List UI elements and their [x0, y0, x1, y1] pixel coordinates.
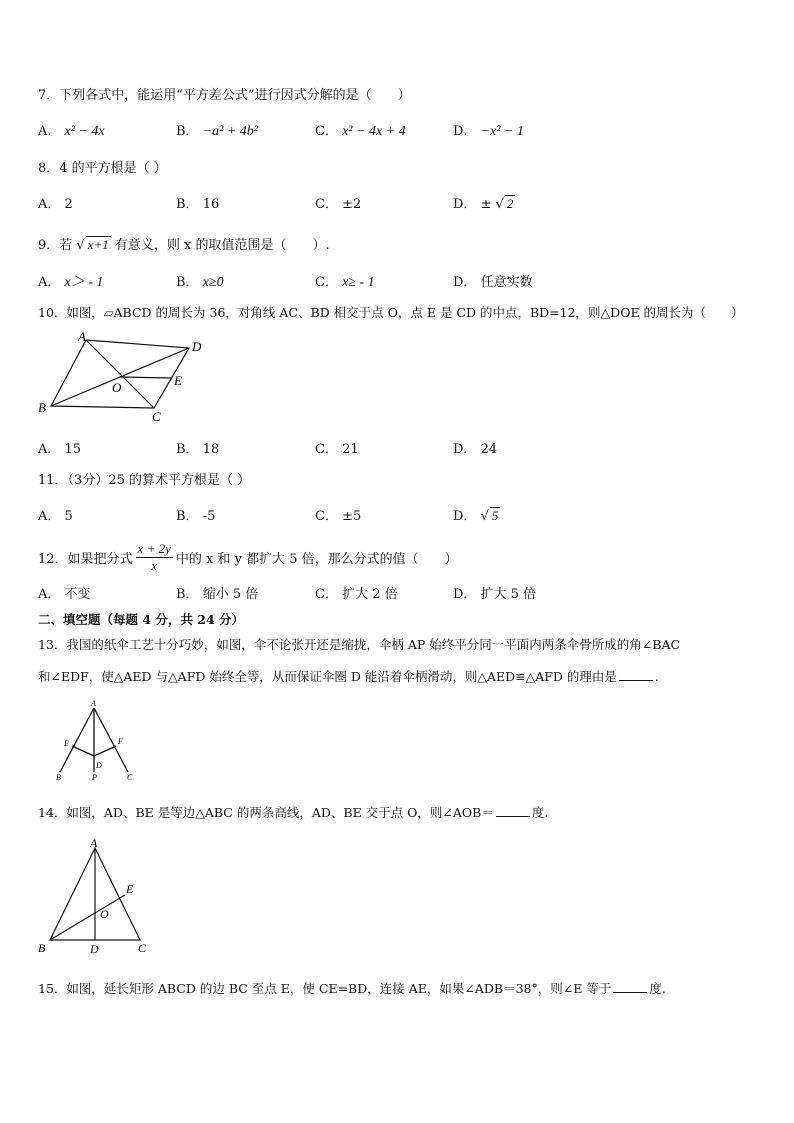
- option-label: B．: [176, 124, 199, 139]
- diagonal-ac: [86, 340, 154, 408]
- label-o: O: [100, 907, 109, 921]
- q15-stem-suffix: 度.: [649, 981, 666, 996]
- option-expression: x＞ - 1: [64, 275, 104, 290]
- option-label: C．: [315, 275, 338, 290]
- option-label: A．: [38, 587, 61, 602]
- q11-stem: 11．（3分）25 的算术平方根是（ ）: [38, 473, 251, 488]
- radicand: 5: [491, 508, 499, 523]
- q14-stem: [38, 803, 548, 821]
- sqrt-sign: √: [76, 238, 85, 253]
- triangle-figure: [34, 836, 164, 958]
- q10-option-b[interactable]: [176, 438, 219, 457]
- radicand: x+1: [87, 237, 109, 252]
- q12-option-b[interactable]: [176, 583, 258, 602]
- q11-option-b[interactable]: [176, 505, 215, 524]
- q15-stem-prefix: 15．如图，延长矩形 ABCD 的边 BC 至点 E，使 CE=BD，连接 AE，如果∠ADB＝38°，则∠E 等于: [38, 981, 612, 996]
- q9-stem: [38, 234, 330, 253]
- fraction-numerator: x + 2y: [137, 540, 171, 556]
- label-d: D: [192, 339, 202, 354]
- q10-option-c[interactable]: [315, 438, 359, 457]
- option-expression: 5: [64, 509, 73, 524]
- q12-stem-prefix: 12．如果把分式: [38, 551, 133, 567]
- q13-line2-prefix: 和∠EDF，使△AED 与△AFD 始终全等，从而保证伞圈 D 能沿着伞柄滑动，则△AED≌△AFD 的理由是: [38, 669, 617, 684]
- option-expression: -5: [202, 509, 216, 524]
- q10-option-a[interactable]: [38, 438, 81, 457]
- sqrt-sign: √: [495, 197, 504, 212]
- option-expression: 2: [64, 197, 73, 212]
- q8-option-c[interactable]: [315, 193, 361, 212]
- option-expression: x² − 4x: [64, 124, 105, 139]
- q7-option-b[interactable]: [176, 120, 258, 140]
- option-expression: 不变: [64, 587, 91, 602]
- option-expression: 扩大 5 倍: [480, 587, 537, 602]
- label-c: C: [127, 773, 133, 782]
- q9-stem-suffix: 有意义，则 x 的取值范围是（ ）.: [114, 238, 330, 253]
- label-b: B: [38, 400, 46, 415]
- section-heading: 二、填空题（每题 4 分，共 24 分）: [38, 612, 245, 627]
- option-label: C．: [315, 124, 338, 139]
- option-label: A．: [38, 509, 61, 524]
- q8-option-d[interactable]: [453, 193, 515, 212]
- answer-blank[interactable]: [619, 668, 653, 681]
- q9-option-a[interactable]: [38, 271, 103, 291]
- fraction: [136, 541, 173, 574]
- answer-blank[interactable]: [613, 980, 647, 993]
- option-label: A．: [38, 197, 61, 212]
- strut-fd: [94, 746, 116, 756]
- q14-stem-suffix: 度.: [531, 805, 549, 820]
- option-label: D．: [453, 442, 477, 457]
- label-f: F: [118, 737, 123, 746]
- option-label: A．: [38, 275, 61, 290]
- q12-stem-suffix: 中的 x 和 y 都扩大 5 倍，那么分式的值（ ）: [175, 551, 458, 567]
- option-expression: 任意实数: [480, 275, 533, 290]
- option-label: C．: [315, 197, 338, 212]
- strut-ed: [72, 746, 94, 756]
- option-label: D．: [453, 275, 477, 290]
- q8-stem: 8．4 的平方根是（ ）: [38, 161, 167, 176]
- option-expression: 缩小 5 倍: [202, 587, 259, 602]
- option-expression: −x² − 1: [480, 124, 524, 139]
- q9-option-b[interactable]: [176, 271, 224, 291]
- q11-option-c[interactable]: [315, 505, 361, 524]
- option-label: D．: [453, 124, 477, 139]
- answer-blank[interactable]: [496, 804, 530, 817]
- q11-option-a[interactable]: [38, 505, 73, 524]
- label-e: E: [174, 373, 182, 388]
- q13-line2-suffix: .: [654, 669, 659, 684]
- label-a: A: [78, 330, 86, 344]
- option-label: A．: [38, 124, 61, 139]
- fraction-denominator: x: [151, 557, 158, 573]
- option-expression: ±2: [342, 197, 362, 212]
- option-label: D．: [453, 197, 477, 212]
- label-d: D: [90, 942, 99, 956]
- segment-oe: [120, 377, 171, 378]
- label-c: C: [152, 409, 161, 424]
- option-expression: ±: [480, 197, 492, 212]
- q12-option-c[interactable]: [315, 583, 398, 602]
- option-label: C．: [315, 442, 338, 457]
- q7-option-d[interactable]: [453, 120, 524, 140]
- q9-option-c[interactable]: [315, 271, 375, 291]
- q8-option-a[interactable]: [38, 193, 73, 212]
- option-label: B．: [176, 275, 199, 290]
- option-label: D．: [453, 509, 477, 524]
- q12-option-a[interactable]: [38, 583, 91, 602]
- q8-option-b[interactable]: [176, 193, 219, 212]
- option-expression: x≥0: [202, 275, 224, 290]
- label-e: E: [64, 739, 69, 748]
- label-b: B: [56, 773, 61, 782]
- sqrt-sign: √: [480, 509, 489, 524]
- q7-option-a[interactable]: [38, 120, 105, 140]
- label-o: O: [112, 380, 122, 395]
- option-label: B．: [176, 197, 199, 212]
- option-label: C．: [315, 509, 338, 524]
- option-label: D．: [453, 587, 477, 602]
- option-expression: ±5: [342, 509, 362, 524]
- option-expression: 扩大 2 倍: [342, 587, 398, 602]
- radicand: 2: [506, 196, 514, 211]
- option-expression: −a² + 4b²: [202, 124, 258, 139]
- q10-option-d[interactable]: [453, 438, 497, 457]
- option-expression: 21: [342, 442, 359, 457]
- option-label: B．: [176, 442, 199, 457]
- option-expression: x² − 4x + 4: [342, 124, 406, 139]
- q7-stem: 7．下列各式中，能运用“平方差公式”进行因式分解的是（ ）: [38, 88, 411, 103]
- label-e: E: [126, 882, 134, 896]
- option-expression: 15: [64, 442, 82, 457]
- q14-stem-prefix: 14．如图，AD、BE 是等边△ABC 的两条高线，AD、BE 交于点 O，则∠AOB＝: [38, 805, 494, 820]
- label-b: B: [38, 941, 46, 955]
- q11-option-d[interactable]: [453, 505, 500, 524]
- label-p: P: [92, 773, 97, 782]
- label-a: A: [90, 836, 98, 850]
- q7-option-c[interactable]: [315, 120, 406, 140]
- q9-stem-prefix: 9．若: [38, 238, 73, 253]
- q10-stem: 10．如图，▱ABCD 的周长为 36，对角线 AC、BD 相交于点 O，点 E 是 CD 的中点，BD=12，则△DOE 的周长为（ ）: [38, 305, 744, 320]
- option-expression: 24: [480, 442, 498, 457]
- umbrella-figure: [50, 698, 140, 784]
- q12-option-d[interactable]: [453, 583, 536, 602]
- q13-line2: [38, 667, 659, 685]
- option-label: B．: [176, 587, 199, 602]
- q15-stem: [38, 979, 666, 997]
- parallelogram-figure: [34, 330, 214, 426]
- label-a: A: [91, 699, 96, 708]
- option-label: A．: [38, 442, 61, 457]
- option-expression: 18: [202, 442, 220, 457]
- option-expression: 16: [202, 197, 220, 212]
- label-d: D: [96, 761, 102, 770]
- q9-option-d[interactable]: [453, 271, 533, 290]
- q13-line1: 13．我国的纸伞工艺十分巧妙，如图，伞不论张开还是缩拢，伞柄 AP 始终平分同一平面内两条伞骨所成的角∠BAC: [38, 637, 681, 652]
- option-expression: x≥ - 1: [342, 275, 375, 290]
- label-c: C: [138, 941, 147, 955]
- option-label: C．: [315, 587, 338, 602]
- q12-stem: [38, 537, 458, 577]
- option-label: B．: [176, 509, 199, 524]
